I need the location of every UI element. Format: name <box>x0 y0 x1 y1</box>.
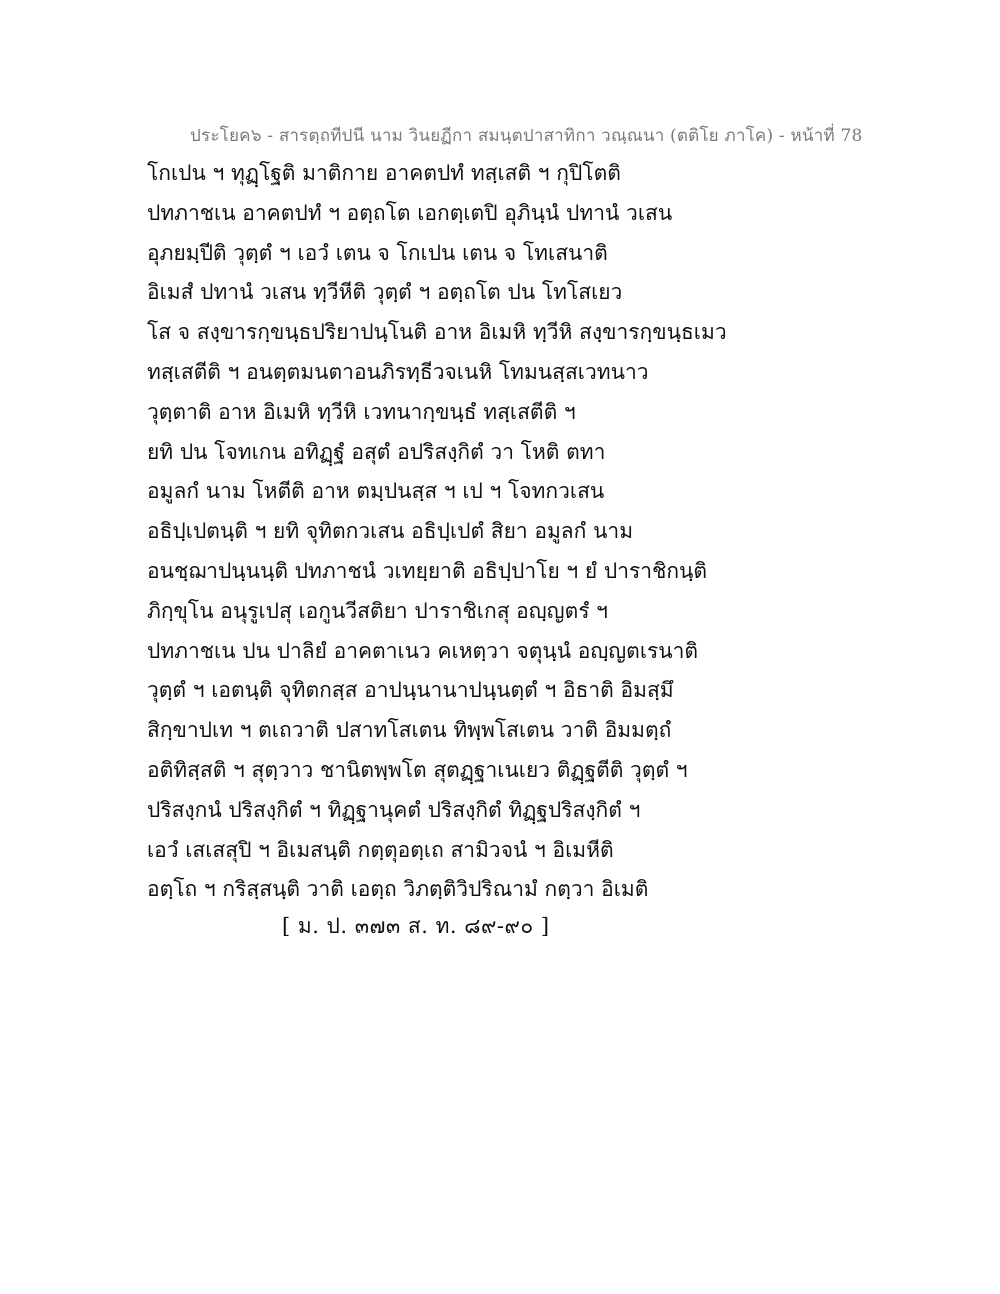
text-line: อธิปฺเปตนฺติ ฯ ยทิ จุทิตกวเสน อธิปฺเปตํ สิยา อมูลกํ นาม <box>147 519 634 544</box>
text-line: ปริสงฺกนํ ปริสงฺกิตํ ฯ ทิฏฺฐานุคตํ ปริสงฺกิตํ ทิฏฺฐปริสงฺกิตํ ฯ <box>147 797 641 822</box>
text-line: อตฺโถ ฯ กริสฺสนฺติ วาติ เอตฺถ วิภตฺติวิปริณามํ กตฺวา อิเมติ <box>147 877 649 902</box>
text-line: อมูลกํ นาม โหตีติ อาห ตมฺปนสฺส ฯ เป ฯ โจทกวเสน <box>147 479 605 504</box>
text-line: วุตฺตํ ฯ เอตนฺติ จุทิตกสฺส อาปนฺนานาปนฺนตฺตํ ฯ อิธาติ อิมสฺมึ <box>147 678 674 703</box>
text-line: อิเมสํ ปทานํ วเสน ทฺวีหีติ วุตฺตํ ฯ อตฺถโต ปน โทโสเยว <box>147 280 623 305</box>
text-line: ทสฺเสตีติ ฯ อนตฺตมนตาอนภิรทฺธีวจเนหิ โทมนสฺสเวทนาว <box>147 359 649 384</box>
text-line: ปทภาชเน อาคตปทํ ฯ อตฺถโต เอกตฺเตปิ อุภินฺนํ ปทานํ วเสน <box>147 200 673 225</box>
source-reference: [ ม. ป. ๓๗๓ ส. ท. ๘๙-๙๐ ] <box>282 914 550 938</box>
text-line: โส จ สงฺขารกฺขนฺธปริยาปนฺโนติ อาห อิเมหิ ทฺวีหิ สงฺขารกฺขนฺธเมว <box>147 320 727 345</box>
text-line: เอวํ เสเสสุปิ ฯ อิเมสนฺติ กตฺตุอตฺเถ สามิวจนํ ฯ อิเมหีติ <box>147 837 614 862</box>
running-header: ประโยค๖ - สารตฺถทีปนี นาม วินยฏีกา สมนฺตปาสาทิกา วณฺณนา (ตติโย ภาโค) - หน้าที่ 78 <box>190 126 863 146</box>
text-line: ภิกฺขุโน อนุรูเปสุ เอกูนวีสติยา ปาราชิเกสุ อญฺญตรํ ฯ <box>147 598 608 623</box>
text-line: สิกฺขาปเท ฯ ตเถวาติ ปสาทโสเตน ทิพฺพโสเตน วาติ อิมมตฺถํ <box>147 718 672 743</box>
body-text <box>147 154 927 910</box>
text-line: โกเปน ฯ ทุฏฺโฐติ มาติกาย อาคตปทํ ทสฺเสติ ฯ กุปิโตติ <box>147 161 621 185</box>
text-line: อติทิสฺสติ ฯ สุตฺวาว ชานิตพฺพโต สุตฏฺฐาเนเยว ติฏฺฐตีติ วุตฺตํ ฯ <box>147 757 688 782</box>
text-line: อุภยมฺปีติ วุตฺตํ ฯ เอวํ เตน จ โกเปน เตน จ โทเสนาติ <box>147 240 608 265</box>
text-line: วุตฺตาติ อาห อิเมหิ ทฺวีหิ เวทนากฺขนฺธํ ทสฺเสตีติ ฯ <box>147 399 576 424</box>
text-line: ยทิ ปน โจทเกน อทิฏฺฐํ อสุตํ อปริสงฺกิตํ วา โหติ ตทา <box>147 439 606 464</box>
text-line: ปทภาชเน ปน ปาลิยํ อาคตาเนว คเหตฺวา จตุนฺนํ อญฺญตเรนาติ <box>147 638 699 663</box>
text-line: อนชฺฌาปนฺนนฺติ ปทภาชนํ วเทยฺยาติ อธิปฺปาโย ฯ ยํ ปาราชิกนฺติ <box>147 558 708 583</box>
